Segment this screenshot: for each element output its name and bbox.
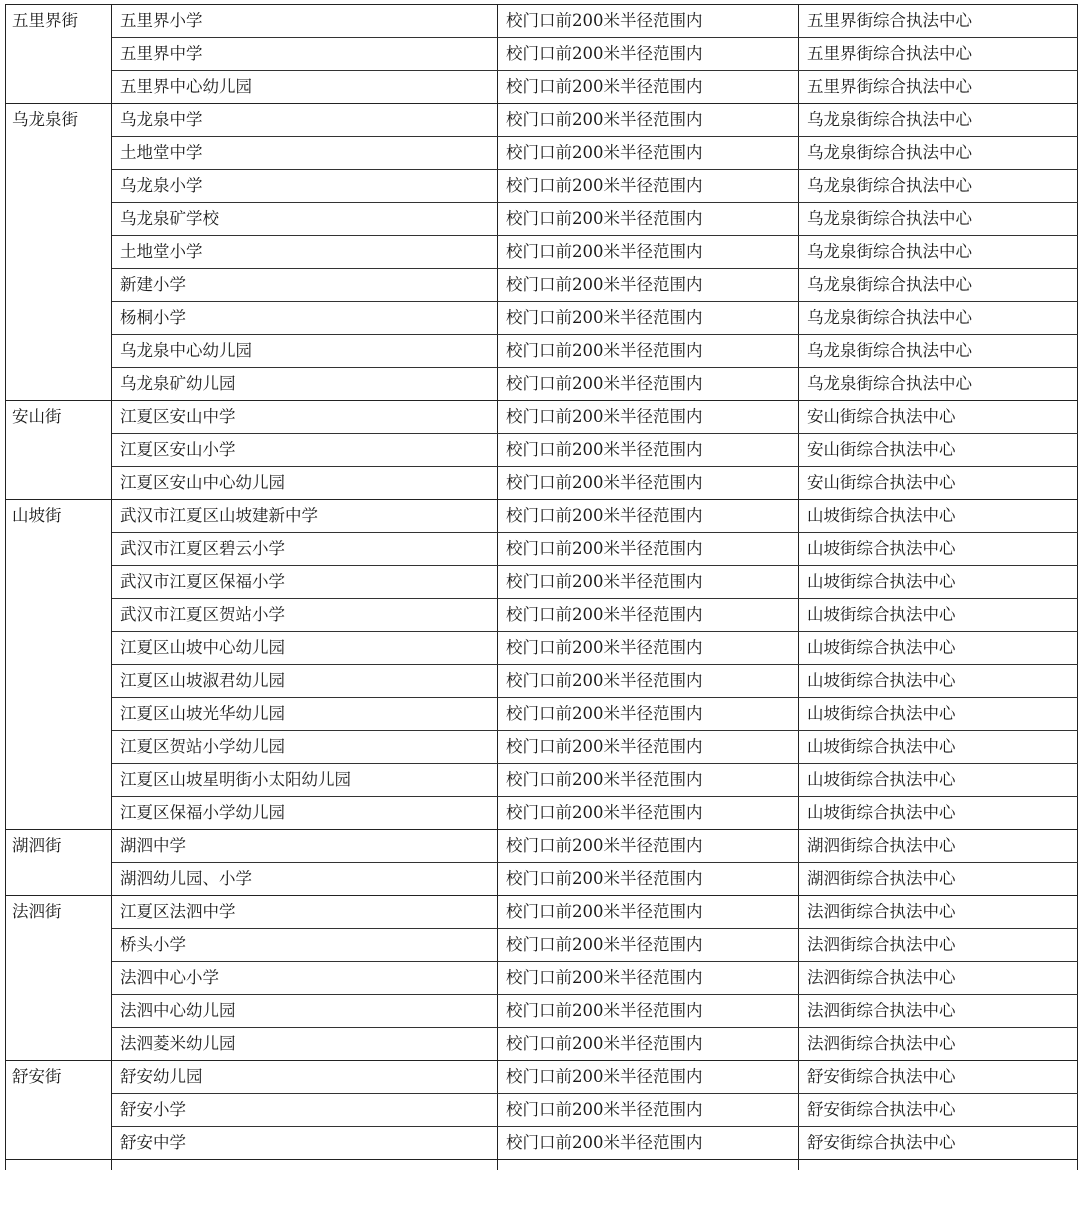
school-cell: 江夏区山坡中心幼儿园 <box>112 632 498 665</box>
school-cell: 土地堂小学 <box>112 236 498 269</box>
street-cell: 安山街 <box>6 401 112 500</box>
table-row <box>6 599 1078 632</box>
scope-cell: 校门口前200米半径范围内 <box>498 5 799 38</box>
agency-cell: 山坡街综合执法中心 <box>799 533 1078 566</box>
table-row <box>6 863 1078 896</box>
school-cell: 江夏区安山小学 <box>112 434 498 467</box>
scope-cell: 校门口前200米半径范围内 <box>498 467 799 500</box>
agency-cell: 安山街综合执法中心 <box>799 467 1078 500</box>
school-cell: 湖泗幼儿园、小学 <box>112 863 498 896</box>
table-row <box>6 137 1078 170</box>
table-row <box>6 764 1078 797</box>
agency-cell: 乌龙泉街综合执法中心 <box>799 170 1078 203</box>
table-row <box>6 302 1078 335</box>
scope-cell: 校门口前200米半径范围内 <box>498 302 799 335</box>
school-cell: 乌龙泉中学 <box>112 104 498 137</box>
scope-cell: 校门口前200米半径范围内 <box>498 137 799 170</box>
empty-cell <box>6 1160 112 1171</box>
table-row <box>6 104 1078 137</box>
scope-cell: 校门口前200米半径范围内 <box>498 1061 799 1094</box>
agency-cell: 乌龙泉街综合执法中心 <box>799 368 1078 401</box>
school-cell: 江夏区山坡光华幼儿园 <box>112 698 498 731</box>
empty-cell <box>799 1160 1078 1171</box>
school-cell: 五里界中学 <box>112 38 498 71</box>
scope-cell: 校门口前200米半径范围内 <box>498 764 799 797</box>
agency-cell: 乌龙泉街综合执法中心 <box>799 203 1078 236</box>
table-row <box>6 38 1078 71</box>
table-row <box>6 731 1078 764</box>
school-cell: 新建小学 <box>112 269 498 302</box>
table-row <box>6 1094 1078 1127</box>
table-row <box>6 269 1078 302</box>
table-row <box>6 5 1078 38</box>
agency-cell: 山坡街综合执法中心 <box>799 665 1078 698</box>
scope-cell: 校门口前200米半径范围内 <box>498 368 799 401</box>
agency-cell: 五里界街综合执法中心 <box>799 5 1078 38</box>
table-row <box>6 1061 1078 1094</box>
empty-cell <box>112 1160 498 1171</box>
scope-cell: 校门口前200米半径范围内 <box>498 170 799 203</box>
school-cell: 乌龙泉矿学校 <box>112 203 498 236</box>
scope-cell: 校门口前200米半径范围内 <box>498 401 799 434</box>
table-row <box>6 1127 1078 1160</box>
scope-cell: 校门口前200米半径范围内 <box>498 434 799 467</box>
school-cell: 武汉市江夏区碧云小学 <box>112 533 498 566</box>
school-cell: 五里界小学 <box>112 5 498 38</box>
agency-cell: 山坡街综合执法中心 <box>799 731 1078 764</box>
table-row <box>6 896 1078 929</box>
table-row <box>6 500 1078 533</box>
agency-cell: 五里界街综合执法中心 <box>799 38 1078 71</box>
agency-cell: 山坡街综合执法中心 <box>799 500 1078 533</box>
scope-cell: 校门口前200米半径范围内 <box>498 1127 799 1160</box>
table-row <box>6 698 1078 731</box>
table-row <box>6 203 1078 236</box>
table-row-continued <box>6 1160 1078 1171</box>
agency-cell: 法泗街综合执法中心 <box>799 995 1078 1028</box>
table-row <box>6 632 1078 665</box>
scope-cell: 校门口前200米半径范围内 <box>498 632 799 665</box>
agency-cell: 乌龙泉街综合执法中心 <box>799 104 1078 137</box>
table-row <box>6 335 1078 368</box>
agency-cell: 舒安街综合执法中心 <box>799 1094 1078 1127</box>
agency-cell: 法泗街综合执法中心 <box>799 929 1078 962</box>
table-row <box>6 929 1078 962</box>
scope-cell: 校门口前200米半径范围内 <box>498 533 799 566</box>
agency-cell: 五里界街综合执法中心 <box>799 71 1078 104</box>
school-cell: 杨桐小学 <box>112 302 498 335</box>
table-row <box>6 797 1078 830</box>
table-row <box>6 401 1078 434</box>
scope-cell: 校门口前200米半径范围内 <box>498 203 799 236</box>
school-cell: 江夏区法泗中学 <box>112 896 498 929</box>
agency-cell: 乌龙泉街综合执法中心 <box>799 269 1078 302</box>
school-cell: 江夏区贺站小学幼儿园 <box>112 731 498 764</box>
school-cell: 湖泗中学 <box>112 830 498 863</box>
school-cell: 法泗中心幼儿园 <box>112 995 498 1028</box>
table-row <box>6 170 1078 203</box>
scope-cell: 校门口前200米半径范围内 <box>498 1028 799 1061</box>
school-cell: 土地堂中学 <box>112 137 498 170</box>
school-cell: 舒安幼儿园 <box>112 1061 498 1094</box>
school-cell: 五里界中心幼儿园 <box>112 71 498 104</box>
school-cell: 法泗中心小学 <box>112 962 498 995</box>
agency-cell: 乌龙泉街综合执法中心 <box>799 335 1078 368</box>
school-cell: 法泗菱米幼儿园 <box>112 1028 498 1061</box>
table-row <box>6 71 1078 104</box>
street-cell: 湖泗街 <box>6 830 112 896</box>
agency-cell: 湖泗街综合执法中心 <box>799 863 1078 896</box>
agency-cell: 山坡街综合执法中心 <box>799 764 1078 797</box>
street-cell: 五里界街 <box>6 5 112 104</box>
school-zone-enforcement-table <box>5 4 1078 1170</box>
table-row <box>6 830 1078 863</box>
scope-cell: 校门口前200米半径范围内 <box>498 731 799 764</box>
scope-cell: 校门口前200米半径范围内 <box>498 929 799 962</box>
school-cell: 乌龙泉小学 <box>112 170 498 203</box>
table-row <box>6 665 1078 698</box>
agency-cell: 山坡街综合执法中心 <box>799 632 1078 665</box>
street-cell: 山坡街 <box>6 500 112 830</box>
scope-cell: 校门口前200米半径范围内 <box>498 269 799 302</box>
school-cell: 江夏区安山中心幼儿园 <box>112 467 498 500</box>
street-cell: 法泗街 <box>6 896 112 1061</box>
scope-cell: 校门口前200米半径范围内 <box>498 863 799 896</box>
scope-cell: 校门口前200米半径范围内 <box>498 599 799 632</box>
agency-cell: 法泗街综合执法中心 <box>799 962 1078 995</box>
agency-cell: 乌龙泉街综合执法中心 <box>799 236 1078 269</box>
school-cell: 乌龙泉矿幼儿园 <box>112 368 498 401</box>
table-row <box>6 368 1078 401</box>
scope-cell: 校门口前200米半径范围内 <box>498 38 799 71</box>
agency-cell: 安山街综合执法中心 <box>799 434 1078 467</box>
scope-cell: 校门口前200米半径范围内 <box>498 896 799 929</box>
agency-cell: 山坡街综合执法中心 <box>799 599 1078 632</box>
empty-cell <box>498 1160 799 1171</box>
agency-cell: 舒安街综合执法中心 <box>799 1061 1078 1094</box>
table-body <box>6 5 1078 1171</box>
agency-cell: 法泗街综合执法中心 <box>799 896 1078 929</box>
table-row <box>6 467 1078 500</box>
scope-cell: 校门口前200米半径范围内 <box>498 830 799 863</box>
agency-cell: 法泗街综合执法中心 <box>799 1028 1078 1061</box>
scope-cell: 校门口前200米半径范围内 <box>498 1094 799 1127</box>
agency-cell: 湖泗街综合执法中心 <box>799 830 1078 863</box>
school-cell: 江夏区安山中学 <box>112 401 498 434</box>
agency-cell: 山坡街综合执法中心 <box>799 566 1078 599</box>
scope-cell: 校门口前200米半径范围内 <box>498 698 799 731</box>
school-cell: 江夏区山坡淑君幼儿园 <box>112 665 498 698</box>
scope-cell: 校门口前200米半径范围内 <box>498 500 799 533</box>
table-row <box>6 434 1078 467</box>
scope-cell: 校门口前200米半径范围内 <box>498 797 799 830</box>
table-row <box>6 566 1078 599</box>
school-cell: 桥头小学 <box>112 929 498 962</box>
scope-cell: 校门口前200米半径范围内 <box>498 962 799 995</box>
school-cell: 乌龙泉中心幼儿园 <box>112 335 498 368</box>
agency-cell: 乌龙泉街综合执法中心 <box>799 137 1078 170</box>
agency-cell: 乌龙泉街综合执法中心 <box>799 302 1078 335</box>
agency-cell: 山坡街综合执法中心 <box>799 698 1078 731</box>
agency-cell: 舒安街综合执法中心 <box>799 1127 1078 1160</box>
scope-cell: 校门口前200米半径范围内 <box>498 566 799 599</box>
school-cell: 舒安小学 <box>112 1094 498 1127</box>
scope-cell: 校门口前200米半径范围内 <box>498 665 799 698</box>
scope-cell: 校门口前200米半径范围内 <box>498 995 799 1028</box>
street-cell: 舒安街 <box>6 1061 112 1160</box>
table-row <box>6 995 1078 1028</box>
school-cell: 武汉市江夏区山坡建新中学 <box>112 500 498 533</box>
table-row <box>6 962 1078 995</box>
scope-cell: 校门口前200米半径范围内 <box>498 71 799 104</box>
table-row <box>6 1028 1078 1061</box>
table-row <box>6 533 1078 566</box>
school-cell: 江夏区山坡星明街小太阳幼儿园 <box>112 764 498 797</box>
school-cell: 舒安中学 <box>112 1127 498 1160</box>
scope-cell: 校门口前200米半径范围内 <box>498 335 799 368</box>
table-row <box>6 236 1078 269</box>
school-cell: 江夏区保福小学幼儿园 <box>112 797 498 830</box>
scope-cell: 校门口前200米半径范围内 <box>498 104 799 137</box>
scope-cell: 校门口前200米半径范围内 <box>498 236 799 269</box>
school-cell: 武汉市江夏区保福小学 <box>112 566 498 599</box>
agency-cell: 安山街综合执法中心 <box>799 401 1078 434</box>
agency-cell: 山坡街综合执法中心 <box>799 797 1078 830</box>
street-cell: 乌龙泉街 <box>6 104 112 401</box>
school-cell: 武汉市江夏区贺站小学 <box>112 599 498 632</box>
